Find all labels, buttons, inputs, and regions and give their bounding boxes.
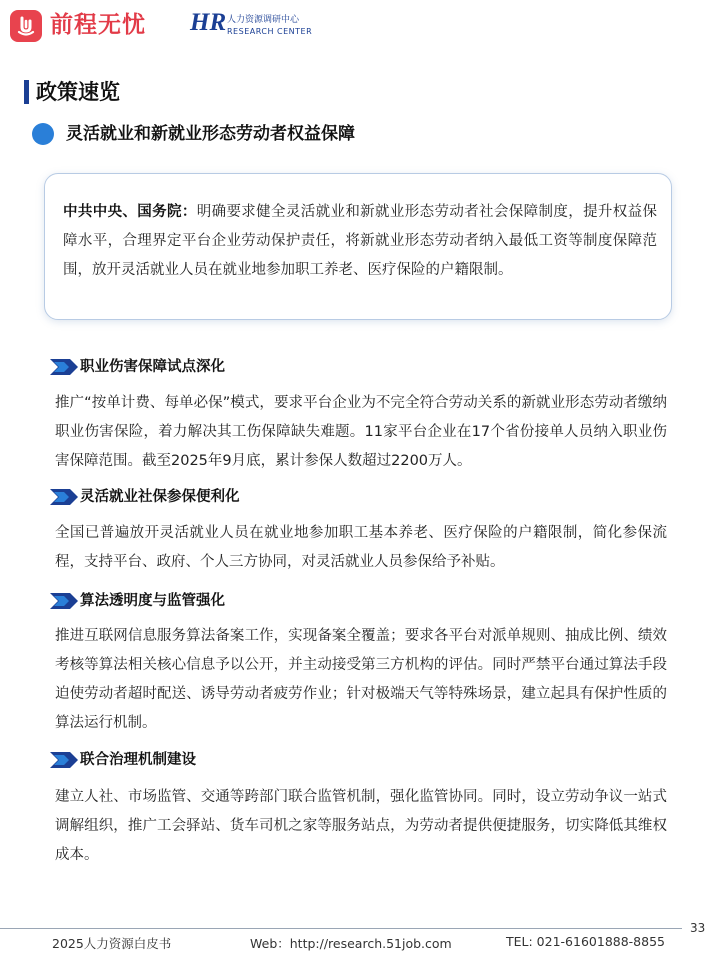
page-title: 政策速览	[36, 80, 120, 104]
hr-center-name-cn: 人力资源调研中心	[227, 15, 300, 25]
brand-name: 前程无忧	[50, 12, 146, 38]
item-title: 算法透明度与监管强化	[80, 593, 225, 609]
item-title: 联合治理机制建设	[80, 752, 196, 768]
page-number: 33	[690, 921, 706, 935]
item-title: 灵活就业社保参保便利化	[80, 489, 240, 505]
section-marker	[24, 80, 29, 104]
circle-bullet-icon	[32, 123, 54, 145]
chevron-right-icon	[50, 752, 78, 768]
hr-center-name-en: RESEARCH CENTER	[227, 27, 313, 36]
brand-logo-icon	[10, 10, 42, 42]
summary-card	[44, 173, 672, 320]
chevron-right-icon	[50, 593, 78, 609]
chevron-right-icon	[50, 489, 78, 505]
page-header	[10, 8, 370, 42]
item-paragraph: 推广“按单计费、每单必保”模式，要求平台企业为不完全符合劳动关系的新就业形态劳动者缴纳职业伤害保险，着力解决其工伤保障缺失难题。11家平台企业在17个省份接单人员纳入职业伤害保障范围。截至2025年9月底，累计参保人数超过2200万人。	[55, 395, 667, 469]
chevron-right-icon	[50, 359, 78, 375]
item-title: 职业伤害保障试点深化	[80, 359, 225, 375]
footer-phone: TEL: 021-61601888-8855	[506, 934, 665, 949]
hr-logo: HR	[190, 9, 227, 36]
section-subtitle: 灵活就业和新就业形态劳动者权益保障	[66, 124, 355, 144]
summary-body: 明确要求健全灵活就业和新就业形态劳动者社会保障制度，提升权益保障水平，合理界定平台企业劳动保护责任，将新就业形态劳动者纳入最低工资等制度保障范围，放开灵活就业人员在就业地参加职工养老、医疗保险的户籍限制。	[63, 204, 658, 278]
item-paragraph: 全国已普遍放开灵活就业人员在就业地参加职工基本养老、医疗保险的户籍限制，简化参保流程，支持平台、政府、个人三方协同，对灵活就业人员参保给予补贴。	[55, 525, 667, 570]
footer-divider	[0, 928, 682, 929]
footer-book-title: 2025人力资源白皮书	[52, 936, 172, 951]
footer-website: Web：http://research.51job.com	[250, 936, 452, 951]
summary-lead: 中共中央、国务院：	[63, 204, 197, 220]
item-paragraph: 建立人社、市场监管、交通等跨部门联合监管机制，强化监管协同。同时，设立劳动争议一站式调解组织，推广工会驿站、货车司机之家等服务站点，为劳动者提供便捷服务，切实降低其维权成本。	[55, 789, 667, 863]
summary-text	[63, 198, 657, 285]
item-paragraph: 推进互联网信息服务算法备案工作，实现备案全覆盖；要求各平台对派单规则、抽成比例、绩效考核等算法相关核心信息予以公开，并主动接受第三方机构的评估。同时严禁平台通过算法手段迫使劳动者超时配送、诱导劳动者疲劳作业；针对极端天气等特殊场景，建立起具有保护性质的算法运行机制。	[55, 628, 667, 731]
